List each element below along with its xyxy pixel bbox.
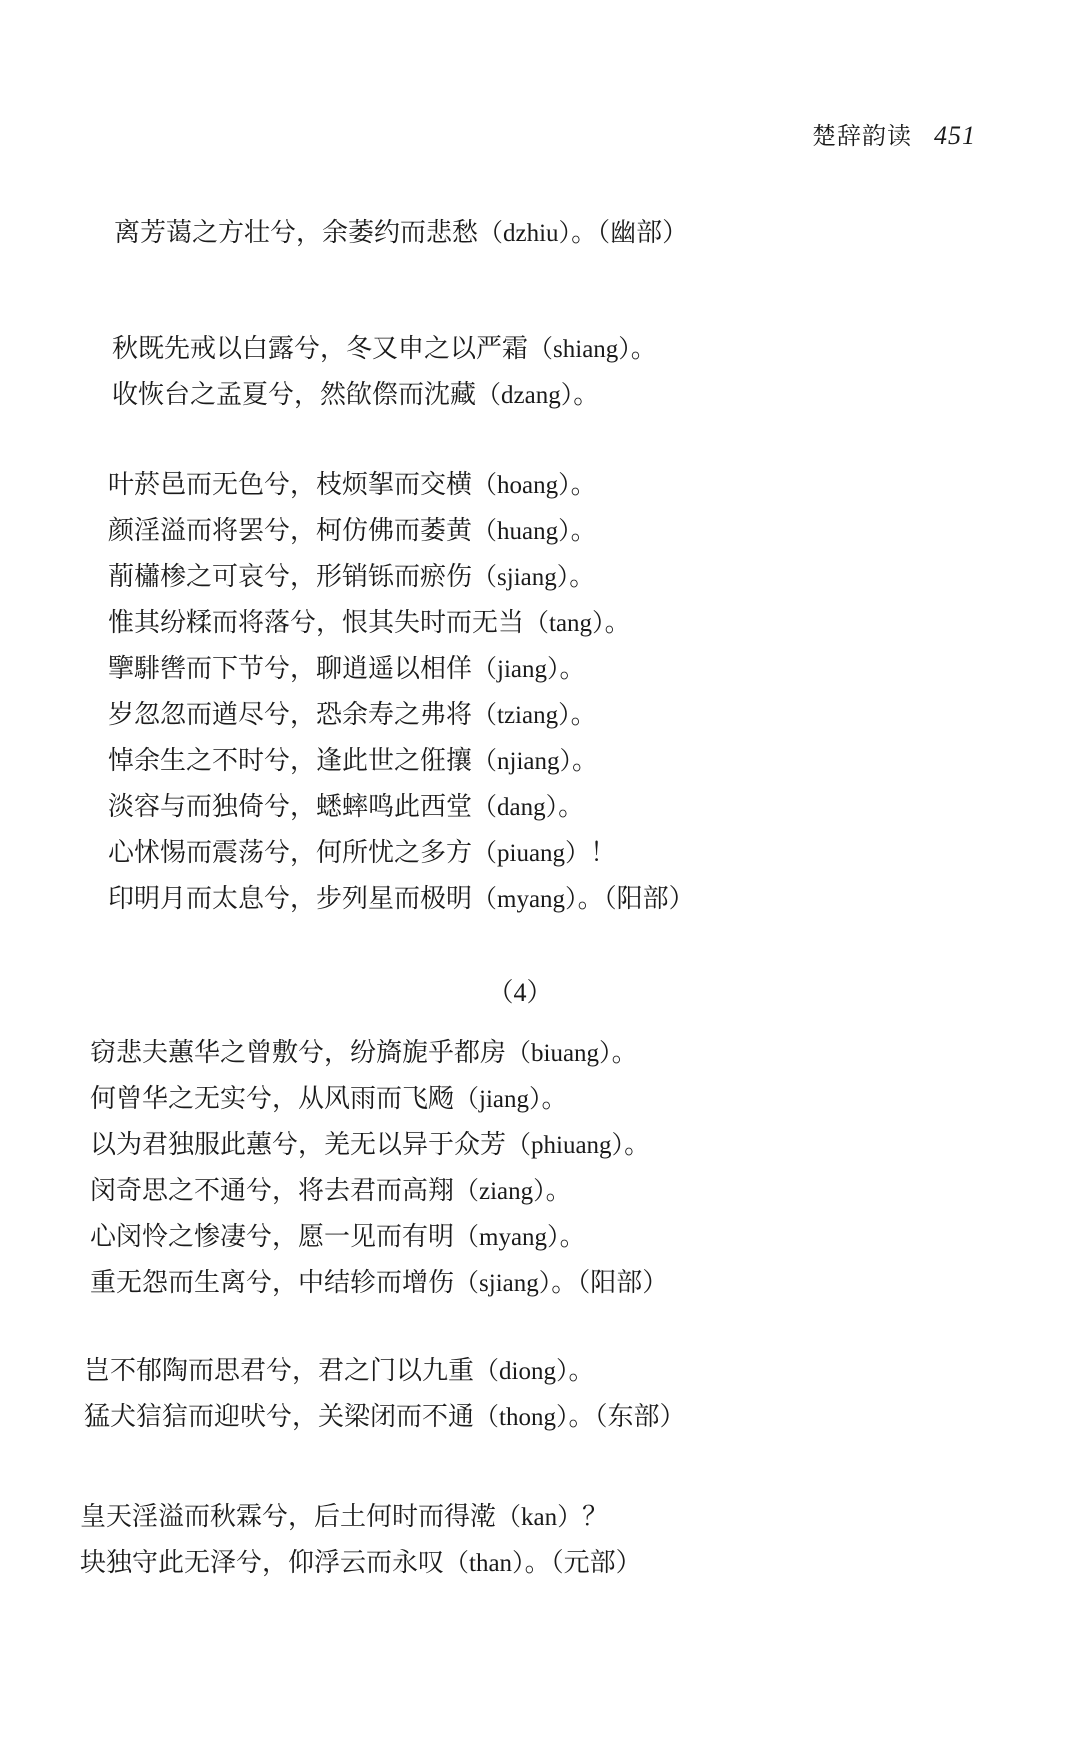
verse-line: 心怵惕而震荡兮，何所忧之多方（piuang）！ — [108, 838, 617, 868]
running-header — [812, 116, 976, 151]
stanza-3 — [108, 462, 968, 922]
verse-line: 岁忽忽而遒尽兮，恐余寿之弗将（tziang）。 — [108, 700, 597, 730]
verse-line: 收恢台之孟夏兮，然欿傺而沈藏（dzang）。 — [112, 380, 600, 410]
stanza-2 — [112, 326, 972, 418]
stanza-6 — [80, 1494, 940, 1586]
verse-line: 印明月而太息兮，步列星而极明（myang）。（阳部） — [108, 884, 695, 914]
verse-line: 何曾华之无实兮，从风雨而飞飏（jiang）。 — [90, 1084, 568, 1114]
verse-line: 萷櫹椮之可哀兮，形销铄而瘀伤（sjiang）。 — [108, 562, 596, 592]
verse-line: 岂不郁陶而思君兮，君之门以九重（diong）。 — [84, 1356, 595, 1386]
verse-line: 悼余生之不时兮，逢此世之俇攘（njiang）。 — [108, 746, 599, 776]
verse-line: 以为君独服此蕙兮，羌无以异于众芳（phiuang）。 — [90, 1130, 651, 1160]
verse-line: 猛犬狺狺而迎吠兮，关梁闭而不通（thong）。（东部） — [84, 1402, 686, 1432]
verse-line: 心闵怜之惨凄兮，愿一见而有明（myang）。 — [90, 1222, 586, 1252]
header-title: 楚辞韵读 — [812, 122, 912, 150]
verse-line: 淡容与而独倚兮，蟋蟀鸣此西堂（dang）。 — [108, 792, 585, 822]
verse-line: 块独守此无泽兮，仰浮云而永叹（than）。（元部） — [80, 1548, 642, 1578]
page-number: 451 — [934, 121, 976, 150]
stanza-5 — [84, 1348, 944, 1440]
verse-line: 窃悲夫蕙华之曾敷兮，纷旖旎乎都房（biuang）。 — [90, 1038, 638, 1068]
verse-line: 秋既先戒以白露兮，冬又申之以严霜（shiang）。 — [112, 334, 657, 364]
verse-line: 闵奇思之不通兮，将去君而高翔（ziang）。 — [90, 1176, 572, 1206]
verse-line: 离芳蔼之方壮兮，余萎约而悲愁（dzhiu）。（幽部） — [114, 218, 689, 248]
verse-line: 叶菸邑而无色兮，枝烦挐而交横（hoang）。 — [108, 470, 597, 500]
verse-line: 擥騑辔而下节兮，聊逍遥以相佯（jiang）。 — [108, 654, 586, 684]
section-heading: （4） — [487, 978, 553, 1007]
stanza-1 — [114, 210, 974, 256]
verse-line: 惟其纷糅而将落兮，恨其失时而无当（tang）。 — [108, 608, 631, 638]
stanza-4 — [90, 1030, 950, 1306]
verse-line: 皇天淫溢而秋霖兮，后土何时而得漧（kan）？ — [80, 1502, 609, 1532]
verse-line: 颜淫溢而将罢兮，柯仿佛而萎黄（huang）。 — [108, 516, 597, 546]
verse-line: 重无怨而生离兮，中结轸而增伤（sjiang）。（阳部） — [90, 1268, 669, 1298]
